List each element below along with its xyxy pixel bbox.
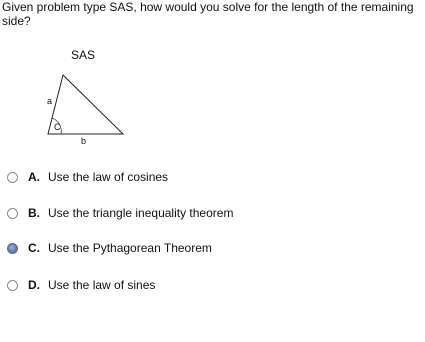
option-letter: D. xyxy=(28,278,40,292)
option-c[interactable] xyxy=(7,240,212,256)
angle-c-label: C xyxy=(54,122,61,132)
option-b[interactable] xyxy=(7,205,233,221)
option-letter: A. xyxy=(28,170,40,184)
option-a[interactable] xyxy=(7,169,168,185)
option-label[interactable]: Use the law of cosines xyxy=(48,170,169,184)
side-a-label: a xyxy=(47,96,53,106)
option-letter: C. xyxy=(28,241,40,255)
triangle-figure xyxy=(40,44,140,154)
option-d[interactable] xyxy=(7,277,155,293)
option-label[interactable]: Use the Pythagorean Theorem xyxy=(48,241,212,255)
figure-title: SAS xyxy=(71,48,96,62)
option-label[interactable]: Use the triangle inequality theorem xyxy=(48,206,234,220)
radio-button-c[interactable] xyxy=(7,243,18,254)
option-label[interactable]: Use the law of sines xyxy=(48,278,156,292)
radio-button-a[interactable] xyxy=(7,172,18,183)
radio-button-d[interactable] xyxy=(7,280,18,291)
side-b-label: b xyxy=(81,136,87,146)
option-letter: B. xyxy=(28,206,40,220)
radio-button-b[interactable] xyxy=(7,208,18,219)
question-text: Given problem type SAS, how would you solve for the length of the remaining side? xyxy=(2,0,414,28)
